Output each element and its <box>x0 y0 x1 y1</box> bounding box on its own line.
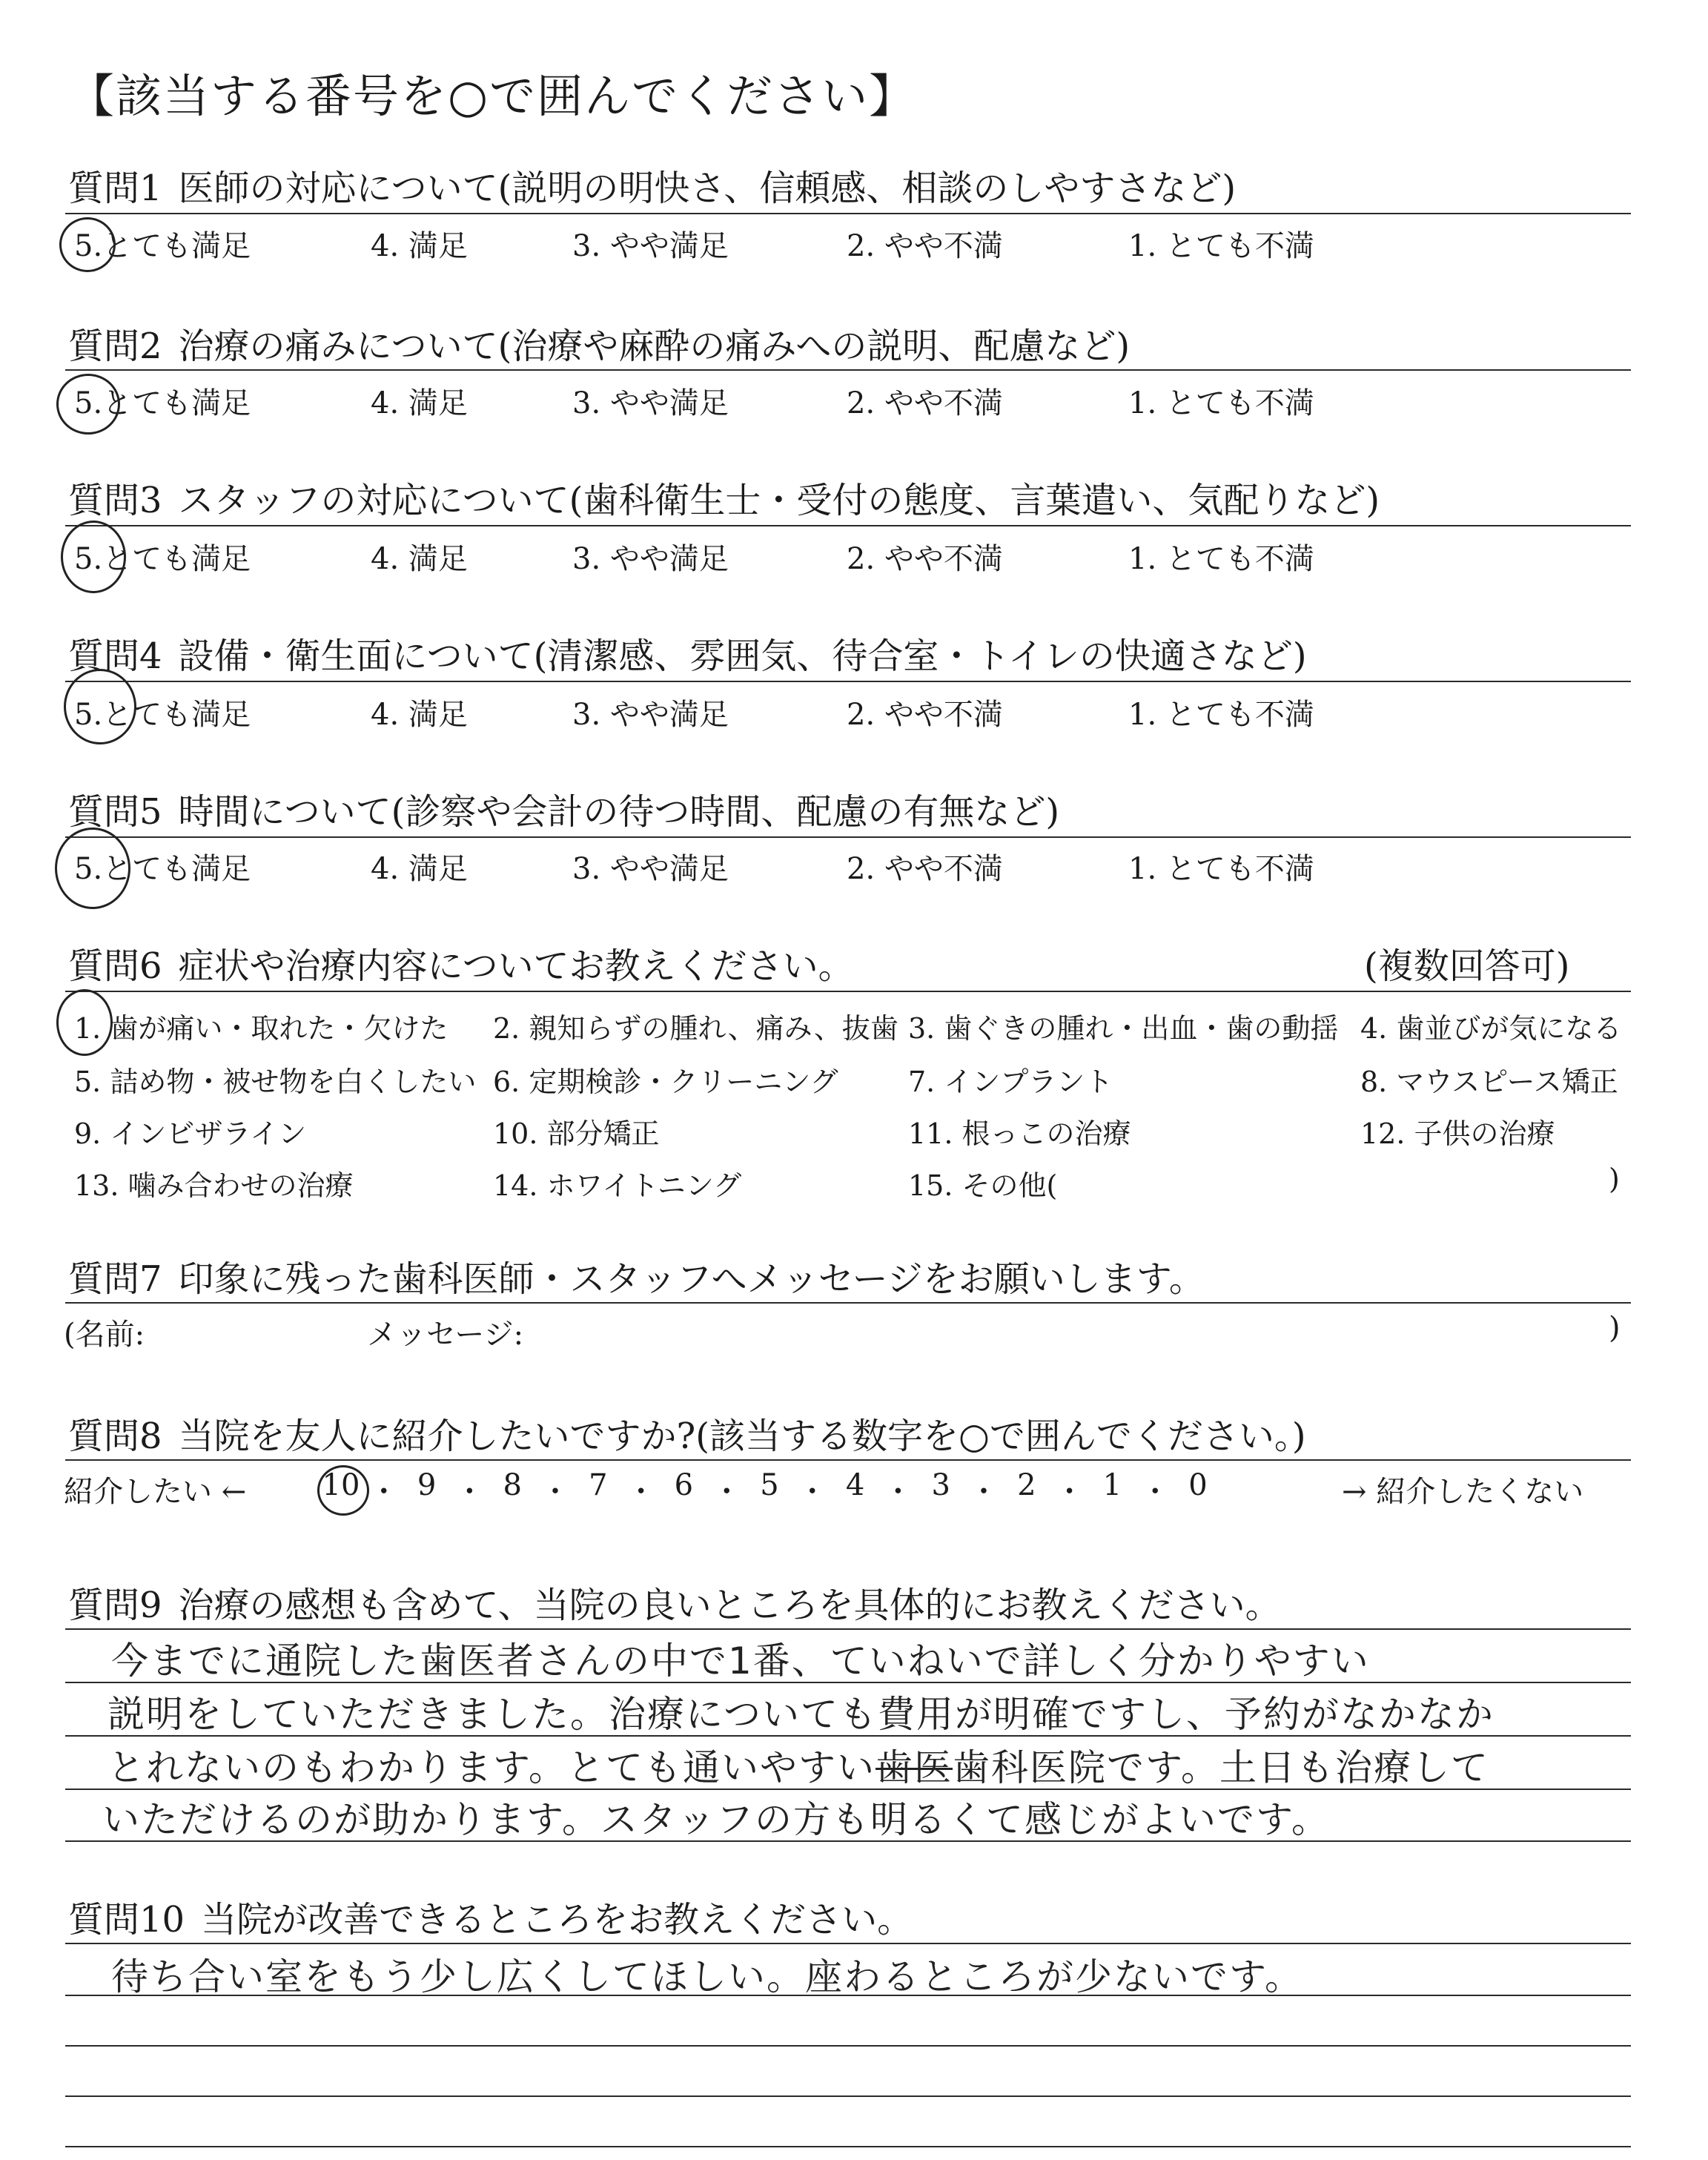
option-alignment[interactable]: 4. 歯並びが気になる <box>1360 1012 1622 1045</box>
question-1 <box>68 159 1236 211</box>
handwritten-answer-line: 説明をしていただきました。治療についても費用が明確ですし、予約がなかなか <box>107 1693 1494 1736</box>
handwritten-answer-line: とれないのもわかります。とても通いやすい歯医歯科医院です。土日も治療して <box>107 1746 1489 1789</box>
option-gums[interactable]: 3. 歯ぐきの腫れ・出血・歯の動揺 <box>908 1012 1339 1045</box>
question-text: スタッフの対応について(歯科衛生士・受付の態度、言葉遣い、気配りなど) <box>178 480 1380 521</box>
option-4[interactable]: 4. 満足 <box>371 852 468 886</box>
rule-line <box>65 1628 1631 1630</box>
struck-out-text: 歯医 <box>875 1746 953 1789</box>
option-1[interactable]: 1. とても不満 <box>1128 852 1314 886</box>
answer-circle <box>64 669 136 744</box>
rule-line <box>65 991 1631 992</box>
scale-value-5[interactable]: 5 <box>760 1468 779 1502</box>
option-implant[interactable]: 7. インプラント <box>908 1066 1113 1098</box>
question-5 <box>68 783 1059 834</box>
question-text: 設備・衛生面について(清潔感、雰囲気、待合室・トイレの快適さなど) <box>178 635 1307 677</box>
option-1[interactable]: 1. とても不満 <box>1128 698 1314 732</box>
question-2 <box>68 317 1130 369</box>
scale-separator: ・ <box>540 1475 570 1509</box>
answer-circle <box>317 1465 369 1516</box>
option-2[interactable]: 2. やや不満 <box>847 698 1003 732</box>
option-bite[interactable]: 13. 噛み合わせの治療 <box>74 1169 354 1202</box>
option-5[interactable]: 5.とても満足 <box>74 698 251 732</box>
question-3 <box>68 472 1380 523</box>
option-2[interactable]: 2. やや不満 <box>847 229 1003 263</box>
question-number: 質問6 <box>68 945 162 987</box>
option-4[interactable]: 4. 満足 <box>371 386 468 420</box>
option-4[interactable]: 4. 満足 <box>371 698 468 732</box>
option-toothache[interactable]: 1. 歯が痛い・取れた・欠けた <box>74 1012 448 1045</box>
rule-line <box>65 1735 1631 1737</box>
scale-separator: ・ <box>797 1475 827 1509</box>
option-3[interactable]: 3. やや満足 <box>572 698 729 732</box>
question-number: 質問8 <box>68 1416 162 1457</box>
answer-circle <box>61 521 126 593</box>
other-close-paren: ) <box>1609 1163 1620 1195</box>
question-10 <box>68 1891 913 1942</box>
question-number: 質問2 <box>68 326 162 367</box>
rule-line <box>65 1682 1631 1683</box>
question-4 <box>68 627 1307 678</box>
option-checkup-cleaning[interactable]: 6. 定期検診・クリーニング <box>493 1066 838 1098</box>
scale-separator: ・ <box>969 1475 999 1509</box>
rule-line <box>65 836 1631 838</box>
scale-separator: ・ <box>454 1475 485 1509</box>
handwritten-answer-line: 待ち合い室をもう少し広くしてほしい。座わるところが少ないです。 <box>111 1955 1303 1998</box>
option-other[interactable]: 15. その他( <box>908 1169 1058 1202</box>
scale-value-6[interactable]: 6 <box>674 1468 694 1502</box>
option-5[interactable]: 5.とても満足 <box>74 542 251 576</box>
multiple-answers-note: (複数回答可) <box>1364 945 1570 987</box>
question-text: 当院が改善できるところをお教えください。 <box>201 1899 913 1941</box>
handwritten-answer-line: いただけるのが助かります。スタッフの方も明るくて感じがよいです。 <box>102 1798 1330 1841</box>
scale-separator: ・ <box>1140 1475 1171 1509</box>
option-1[interactable]: 1. とても不満 <box>1128 229 1314 263</box>
answer-circle <box>56 989 113 1056</box>
option-invisalign[interactable]: 9. インビザライン <box>74 1117 307 1150</box>
scale-left-label: 紹介したい ← <box>64 1475 247 1509</box>
message-close-paren: ) <box>1609 1311 1621 1345</box>
answer-circle <box>59 217 116 272</box>
question-number: 質問7 <box>68 1258 162 1300</box>
option-whiten-fillings[interactable]: 5. 詰め物・被せ物を白くしたい <box>74 1066 477 1098</box>
message-field-label: メッセージ: <box>367 1318 524 1352</box>
option-whitening[interactable]: 14. ホワイトニング <box>493 1169 742 1202</box>
answer-circle <box>56 374 120 435</box>
option-1[interactable]: 1. とても不満 <box>1128 542 1314 576</box>
scale-separator: ・ <box>712 1475 742 1509</box>
option-3[interactable]: 3. やや満足 <box>572 542 729 576</box>
page-title: 【該当する番号を○で囲んでください】 <box>68 69 917 123</box>
question-text: 症状や治療内容についてお教えください。 <box>178 945 854 987</box>
rule-line <box>65 2045 1631 2047</box>
option-root-canal[interactable]: 11. 根っこの治療 <box>908 1117 1131 1150</box>
option-4[interactable]: 4. 満足 <box>371 229 468 263</box>
option-3[interactable]: 3. やや満足 <box>572 229 729 263</box>
rule-line <box>65 369 1631 371</box>
option-children[interactable]: 12. 子供の治療 <box>1360 1117 1555 1150</box>
option-1[interactable]: 1. とても不満 <box>1128 386 1314 420</box>
rule-line <box>65 681 1631 682</box>
option-2[interactable]: 2. やや不満 <box>847 542 1003 576</box>
option-3[interactable]: 3. やや満足 <box>572 852 729 886</box>
rule-line <box>65 1943 1631 1944</box>
question-6 <box>68 937 854 988</box>
option-2[interactable]: 2. やや不満 <box>847 386 1003 420</box>
question-9 <box>68 1576 1281 1628</box>
scale-separator: ・ <box>1054 1475 1085 1509</box>
scale-value-4[interactable]: 4 <box>845 1468 865 1502</box>
question-number: 質問3 <box>68 480 162 521</box>
rule-line <box>65 2095 1631 2097</box>
scale-value-9[interactable]: 9 <box>417 1468 437 1502</box>
scale-value-3[interactable]: 3 <box>931 1468 950 1502</box>
scale-separator: ・ <box>626 1475 656 1509</box>
option-mouthpiece[interactable]: 8. マウスピース矯正 <box>1360 1066 1618 1098</box>
option-5[interactable]: 5.とても満足 <box>74 386 251 420</box>
question-number: 質問4 <box>68 635 162 677</box>
option-2[interactable]: 2. やや不満 <box>847 852 1003 886</box>
rule-line <box>65 2146 1631 2147</box>
rule-line <box>65 1995 1631 1996</box>
question-number: 質問10 <box>68 1899 185 1941</box>
scale-value-0[interactable]: 0 <box>1188 1468 1208 1502</box>
option-3[interactable]: 3. やや満足 <box>572 386 729 420</box>
scale-right-label: → 紹介したくない <box>1342 1475 1584 1509</box>
option-5[interactable]: 5.とても満足 <box>74 852 251 886</box>
option-partial-ortho[interactable]: 10. 部分矯正 <box>493 1117 660 1150</box>
question-number: 質問1 <box>68 168 162 209</box>
rule-line <box>65 525 1631 526</box>
option-wisdom-tooth[interactable]: 2. 親知らずの腫れ、痛み、抜歯 <box>493 1012 898 1045</box>
option-5[interactable]: 5.とても満足 <box>74 229 251 263</box>
rule-line <box>65 1459 1631 1461</box>
scale-value-10[interactable]: 10 <box>322 1468 360 1502</box>
name-field-label: (名前: <box>64 1318 145 1352</box>
question-number: 質問5 <box>68 791 162 833</box>
scale-value-2[interactable]: 2 <box>1017 1468 1036 1502</box>
question-7 <box>68 1250 1205 1301</box>
option-4[interactable]: 4. 満足 <box>371 542 468 576</box>
question-8 <box>68 1407 1306 1459</box>
scale-separator: ・ <box>883 1475 913 1509</box>
question-text: 治療の痛みについて(治療や麻酔の痛みへの説明、配慮など) <box>178 326 1131 367</box>
question-text: 当院を友人に紹介したいですか?(該当する数字を○で囲んでください。) <box>178 1416 1306 1457</box>
question-number: 質問9 <box>68 1585 162 1626</box>
handwritten-answer-line: 今までに通院した歯医者さんの中で1番、ていねいで詳しく分かりやすい <box>111 1639 1370 1682</box>
question-text: 印象に残った歯科医師・スタッフへメッセージをお願いします。 <box>178 1258 1205 1300</box>
question-text: 時間について(診察や会計の待つ時間、配慮の有無など) <box>178 791 1060 833</box>
rule-line <box>65 1302 1631 1304</box>
answer-circle <box>55 828 130 909</box>
rule-line <box>65 1840 1631 1842</box>
question-text: 医師の対応について(説明の明快さ、信頼感、相談のしやすさなど) <box>178 168 1237 209</box>
scale-value-8[interactable]: 8 <box>503 1468 522 1502</box>
scale-value-7[interactable]: 7 <box>589 1468 608 1502</box>
question-text: 治療の感想も含めて、当院の良いところを具体的にお教えください。 <box>178 1585 1281 1626</box>
scale-value-1[interactable]: 1 <box>1102 1468 1122 1502</box>
rule-line <box>65 213 1631 214</box>
scale-separator: ・ <box>368 1475 399 1509</box>
